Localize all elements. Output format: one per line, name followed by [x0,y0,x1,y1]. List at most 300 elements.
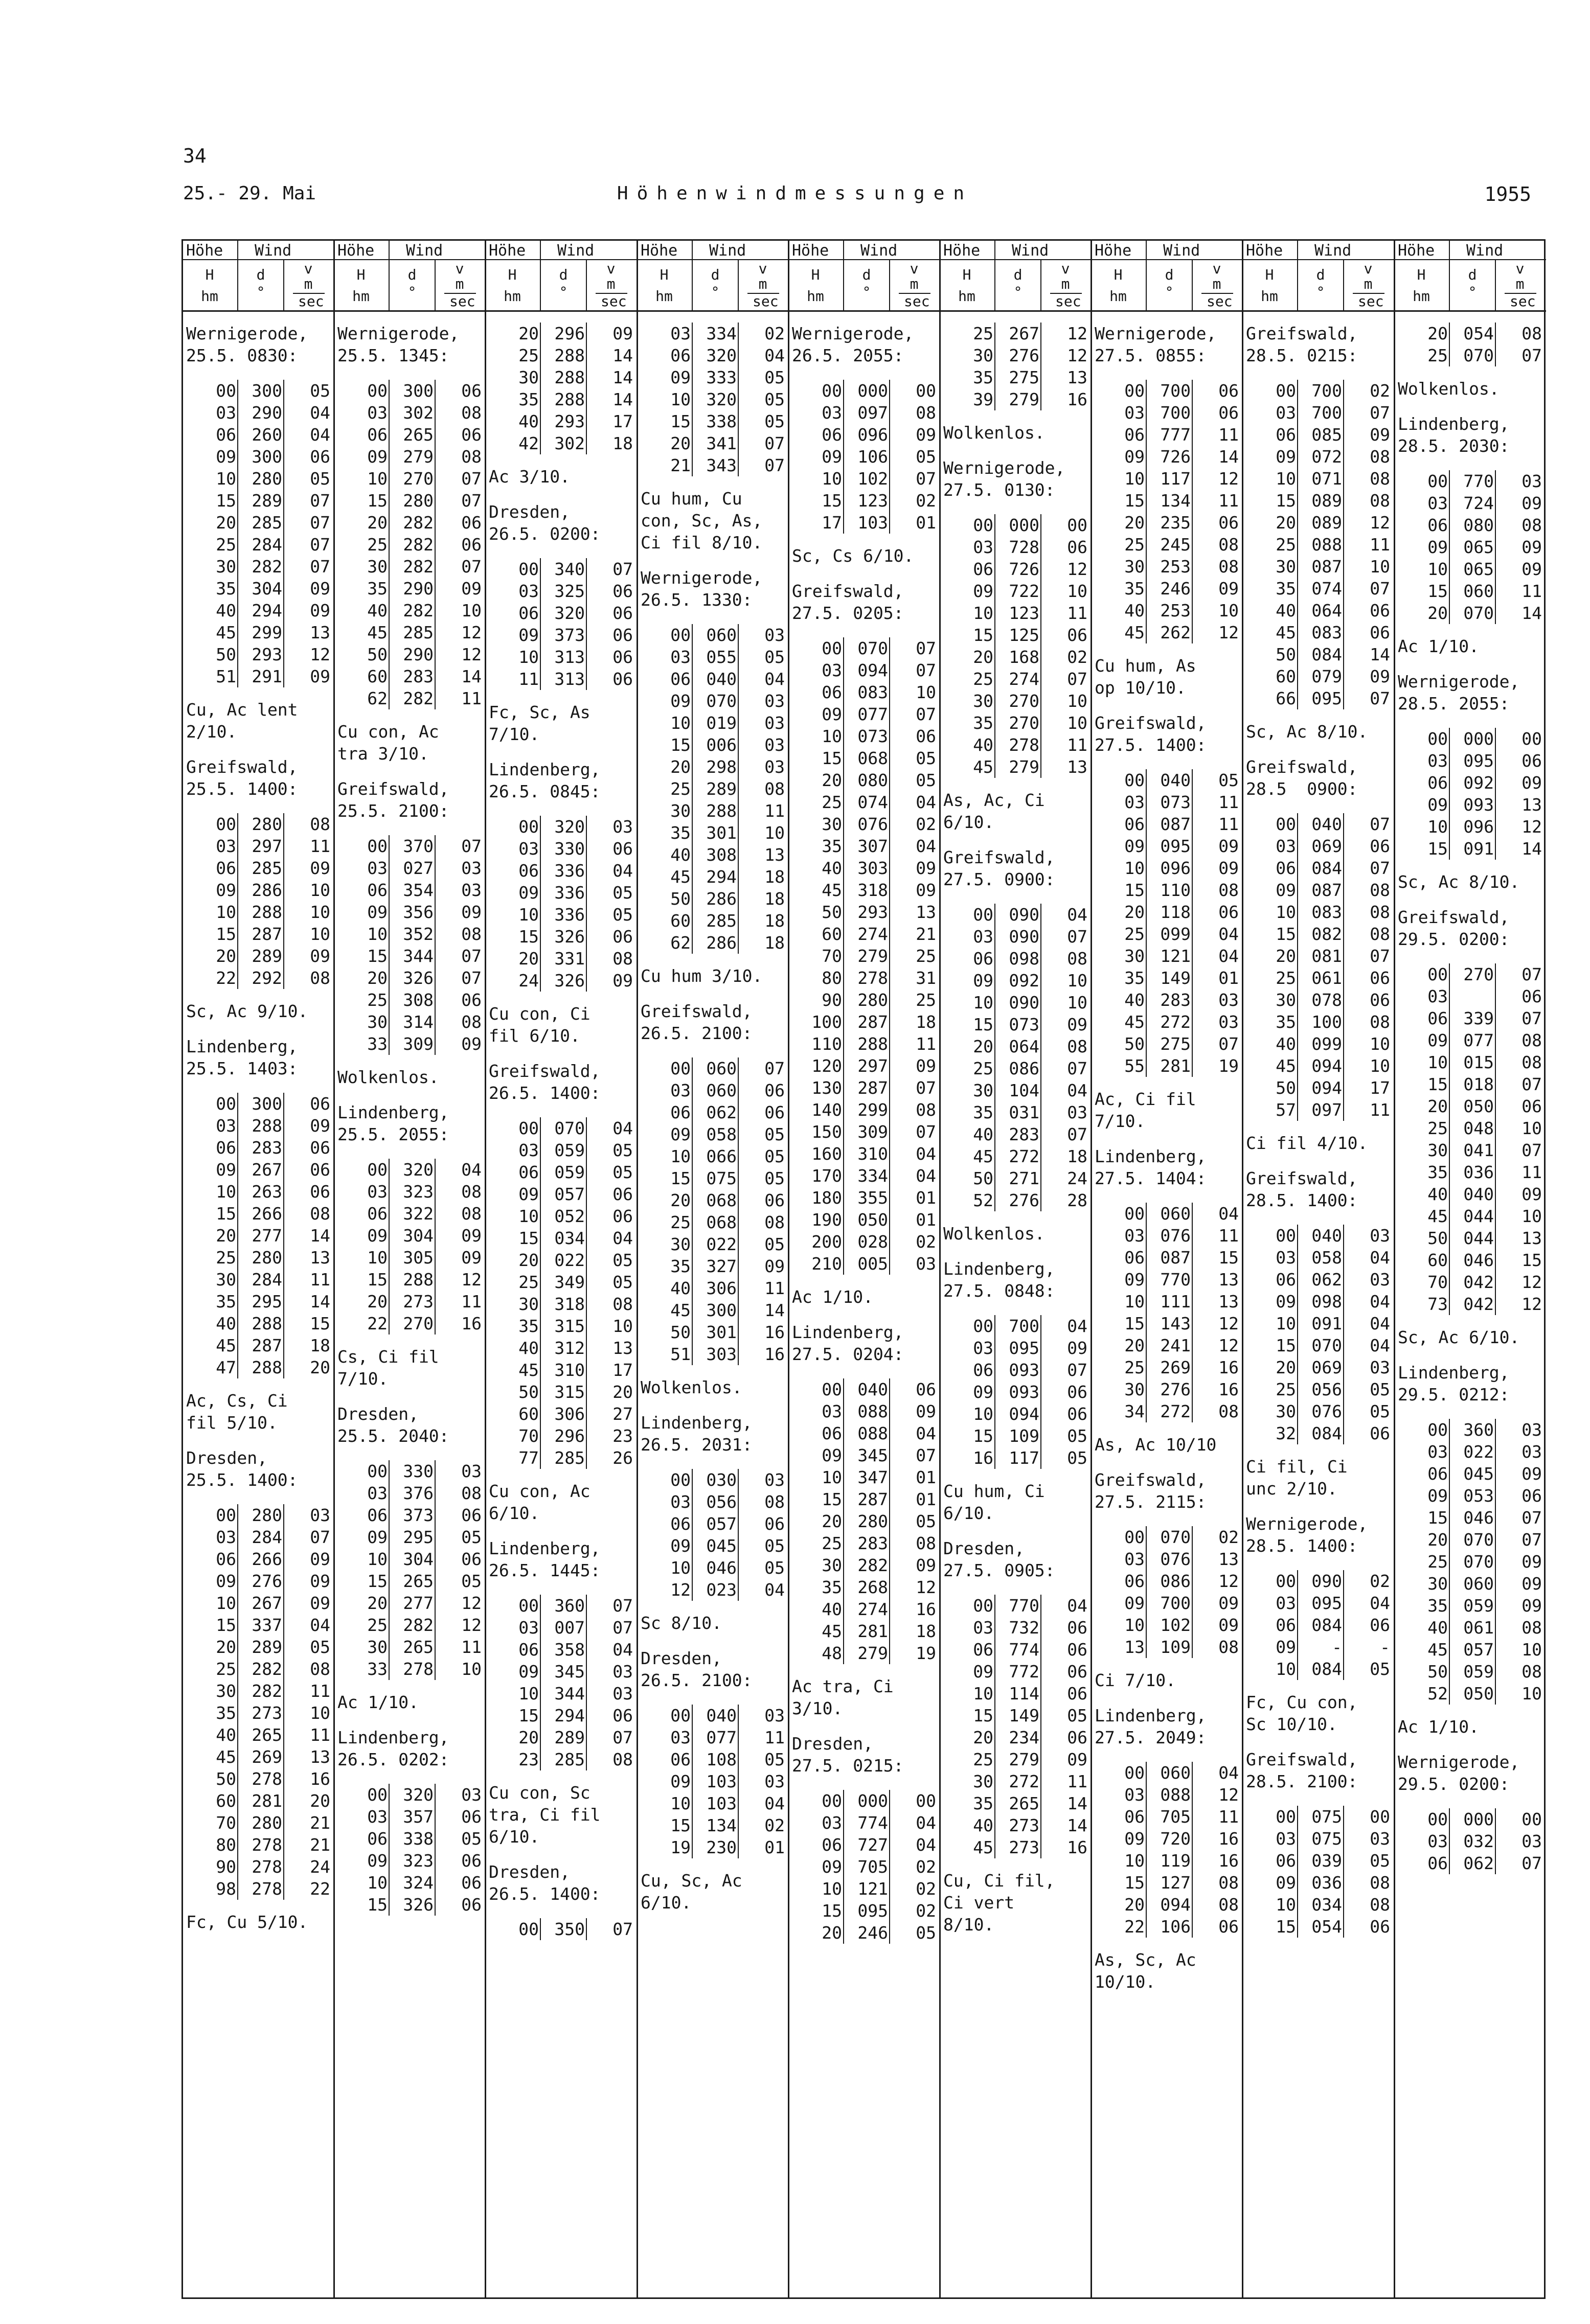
table-row [1092,534,1243,556]
height-cell: 10 [367,1549,388,1569]
cell-divider [389,1225,390,1247]
table-row [183,1878,334,1900]
data-rows [940,323,1092,410]
speed-cell: 06 [612,1706,633,1725]
direction-cell: 315 [554,1316,585,1336]
direction-cell: 083 [1311,902,1342,922]
speed-cell: 21 [916,924,936,944]
header-hoehe: Höhe [792,242,829,260]
direction-cell: 301 [706,1322,737,1342]
speed-cell: 12 [916,1577,936,1597]
cell-divider [1495,1830,1496,1852]
table-row [940,1705,1092,1727]
speed-cell: 15 [310,1314,330,1333]
cell-divider [1449,728,1450,750]
height-cell: 45 [670,1300,691,1320]
height-cell: 25 [1276,535,1296,555]
direction-cell: 373 [554,625,585,645]
height-cell: 22 [216,968,236,988]
height-cell: 10 [518,905,539,925]
height-cell: 00 [518,1596,539,1616]
speed-cell: 13 [764,845,785,865]
height-cell: 62 [670,933,691,953]
speed-cell: 09 [916,425,936,445]
direction-cell: 326 [554,971,585,991]
table-row [1395,1117,1546,1139]
cell-divider [540,624,541,646]
height-cell: 00 [670,625,691,645]
table-row [1395,1852,1546,1874]
speed-cell: 06 [461,1873,482,1893]
station-header: Lindenberg, 26.5. 0202: [337,1728,449,1769]
height-cell: 30 [973,346,993,365]
cell-divider [994,1101,995,1123]
table-row [789,813,940,835]
cell-divider [843,1077,844,1099]
header-hoehe: Höhe [489,242,526,260]
cell-divider [843,769,844,791]
cell-divider [692,1748,693,1770]
cell-divider [1146,1762,1147,1784]
direction-cell: 283 [857,1533,888,1553]
table-row [1092,945,1243,967]
speed-cell: 07 [916,660,936,680]
cell-divider [738,668,739,690]
header-v: v [1515,260,1525,277]
direction-cell: 331 [554,949,585,969]
cell-divider [389,1636,390,1658]
speed-cell: 06 [1370,990,1390,1010]
height-cell: 09 [1276,1873,1296,1893]
direction-cell: 046 [706,1558,737,1578]
direction-cell: 123 [857,491,888,511]
speed-cell: 08 [461,1483,482,1503]
direction-cell: 349 [554,1272,585,1292]
speed-cell: 07 [1370,946,1390,966]
speed-cell: 11 [1067,1771,1087,1791]
height-cell: 50 [1276,1078,1296,1098]
cell-divider [738,1277,739,1299]
cell-divider [435,622,436,643]
speed-cell: 09 [310,1116,330,1136]
speed-cell: 06 [764,1190,785,1210]
direction-cell: 062 [1311,1270,1342,1290]
fraction-bar [747,293,779,294]
table-row [183,1137,334,1159]
station-header: Wernigerode, 26.5. 2055: [792,324,914,365]
cell-divider [843,1598,844,1620]
direction-cell: 296 [554,1426,585,1446]
table-row [940,970,1092,992]
direction-cell: 285 [706,911,737,931]
height-cell: 10 [973,1684,993,1704]
cell-divider [692,1513,693,1535]
speed-cell: 03 [1521,471,1542,491]
cell-divider [540,1249,541,1271]
direction-cell: 069 [1311,1357,1342,1377]
speed-cell: 05 [764,1234,785,1254]
direction-cell: 080 [857,770,888,790]
station-entry [789,1321,940,1718]
table-row [486,1447,637,1469]
cell-divider [889,945,890,967]
height-cell: 10 [367,1248,388,1268]
speed-cell: 01 [916,1210,936,1230]
height-cell: 35 [670,823,691,843]
table-row [940,1814,1092,1836]
direction-cell: 278 [1009,735,1039,755]
station-header: Greifswald, 25.5. 1400: [186,757,298,799]
height-cell: 10 [1276,469,1296,489]
table-row [183,424,334,446]
cell-divider [843,468,844,490]
direction-cell: 726 [1160,447,1191,467]
cell-divider [889,424,890,446]
speed-cell: 04 [1370,1314,1390,1333]
table-row [638,888,789,910]
table-row [638,1792,789,1814]
table-row [940,1315,1092,1337]
height-cell: 30 [822,1555,842,1575]
speed-cell: 05 [764,1146,785,1166]
cloud-note: Ac 3/10. [489,467,570,487]
cell-divider [843,681,844,703]
station-entry [789,323,940,566]
cell-divider [1495,1007,1496,1029]
cell-divider [1297,1916,1298,1938]
cloud-note: Wolkenlos. [943,1224,1045,1244]
height-cell: 00 [1124,381,1145,401]
table-row [789,1576,940,1598]
header-deg: ° [862,284,871,301]
station-header: Wernigerode, 29.5. 0200: [1398,1752,1520,1794]
height-cell: 35 [822,1577,842,1597]
cell-divider [889,380,890,402]
cell-divider [1449,323,1450,344]
header-deg: ° [711,284,720,301]
speed-cell: 06 [1067,1404,1087,1424]
height-cell: 20 [367,968,388,988]
direction-cell: 052 [554,1206,585,1226]
speed-cell: 06 [1218,513,1239,533]
height-cell: 03 [518,839,539,859]
cell-divider [1297,1313,1298,1334]
cell-divider [1297,835,1298,857]
table-row [486,580,637,602]
cell-divider [540,1205,541,1227]
cell-divider [843,791,844,813]
table-row [1092,1400,1243,1422]
cell-divider [435,1636,436,1658]
speed-cell: 06 [461,381,482,401]
cell-divider [889,857,890,879]
height-cell: 03 [1427,1442,1448,1462]
cell-divider [237,1878,238,1900]
table-row [940,580,1092,602]
station-entry [1243,1513,1394,1734]
cell-divider [1192,1313,1193,1334]
direction-cell: 275 [1009,367,1039,387]
direction-cell: 323 [403,1182,434,1202]
cell-divider [843,1532,844,1554]
height-cell: 03 [670,1492,691,1512]
table-row [183,665,334,687]
height-cell: 06 [518,861,539,881]
direction-cell: 058 [1311,1248,1342,1268]
cell-divider [237,1356,238,1378]
table-row [486,1683,637,1705]
cell-divider [994,323,995,344]
cell-divider [1040,1403,1041,1425]
direction-cell: 046 [1463,1250,1494,1270]
direction-cell: 322 [403,1204,434,1224]
table-row [1395,816,1546,838]
direction-cell: 084 [1311,645,1342,664]
direction-cell: 044 [1463,1228,1494,1248]
cell-divider [283,1137,284,1159]
table-row [1395,536,1546,558]
cloud-note: Wolkenlos. [337,1067,439,1087]
table-row [789,901,940,923]
table-row [1243,1313,1394,1334]
speed-cell: 07 [1521,1008,1542,1028]
direction-cell: 059 [554,1140,585,1160]
station-header: Dresden, 25.5. 1400: [186,1448,298,1490]
table-row [1395,1139,1546,1161]
cell-divider [586,323,587,344]
height-cell: 30 [973,691,993,711]
speed-cell: 08 [1370,1895,1390,1915]
direction-cell: 300 [252,381,282,401]
direction-cell: 705 [857,1857,888,1877]
speed-cell: 07 [916,704,936,724]
cell-divider [1192,1225,1193,1247]
header-divider [889,259,890,310]
data-rows [334,380,486,709]
cell-divider [1192,512,1193,534]
table-row [486,1705,637,1727]
speed-cell: 06 [461,990,482,1010]
cell-divider [889,512,890,534]
cell-divider [1449,602,1450,624]
header-v: v [455,260,464,277]
speed-cell: 02 [916,814,936,834]
height-cell: 15 [973,625,993,645]
cell-divider [586,1595,587,1617]
header-divider [1343,259,1344,310]
cell-divider [283,534,284,556]
cloud-note: Cu, Ci fil, Ci vert 8/10. [943,1871,1055,1935]
speed-cell: 09 [1067,1338,1087,1358]
cell-divider [586,646,587,668]
cell-divider [237,1203,238,1225]
header-m: m [1364,275,1373,292]
table-row [638,866,789,888]
cell-divider [889,1422,890,1444]
fraction-bar [596,293,627,294]
cell-divider [435,380,436,402]
speed-cell: 05 [612,905,633,925]
cloud-note: Cu con, Ci fil 6/10. [489,1004,590,1046]
height-cell: 40 [216,601,236,620]
station-header: Lindenberg, 26.5. 0845: [489,760,601,801]
direction-cell: 265 [1009,1793,1039,1813]
table-row [1243,1658,1394,1680]
height-cell: 09 [1427,795,1448,815]
speed-cell: 12 [1218,1336,1239,1355]
speed-cell: 10 [916,682,936,702]
speed-cell: 08 [1067,949,1087,969]
table-row [334,923,486,945]
header-v: v [1364,260,1373,277]
table-row [789,1099,940,1121]
cell-divider [843,879,844,901]
table-row [638,1277,789,1299]
cell-divider [237,1137,238,1159]
speed-cell: 09 [916,1555,936,1575]
header-m: m [606,275,616,292]
cell-divider [1146,1636,1147,1658]
cell-divider [540,1727,541,1748]
height-cell: 10 [1124,1851,1145,1871]
height-cell: 06 [670,669,691,689]
speed-cell: 00 [916,1791,936,1811]
cell-divider [843,1620,844,1642]
height-cell: 03 [670,647,691,667]
table-row [183,1658,334,1680]
direction-cell: 095 [1311,688,1342,708]
cell-divider [1297,1592,1298,1614]
cell-divider [738,1079,739,1101]
cell-divider [889,1378,890,1400]
table-row [183,490,334,512]
cell-divider [1495,1852,1496,1874]
header-divider [586,259,587,310]
direction-cell: 060 [1463,1574,1494,1594]
cell-divider [843,380,844,402]
speed-cell: 05 [916,770,936,790]
cloud-note: Sc 8/10. [641,1613,722,1633]
cell-divider [889,1576,890,1598]
cell-divider [692,323,693,344]
header-units-row [334,259,486,312]
height-cell: 00 [216,381,236,401]
height-cell: 40 [367,601,388,620]
table-row [940,536,1092,558]
cell-divider [738,1836,739,1858]
speed-cell: 06 [1067,1728,1087,1747]
cell-divider [389,901,390,923]
height-cell: 45 [973,757,993,777]
table-row [638,1491,789,1513]
direction-cell: 273 [403,1292,434,1311]
speed-cell: 07 [310,491,330,511]
height-cell: 09 [822,1857,842,1877]
direction-cell: 062 [1463,1853,1494,1873]
direction-cell: 341 [706,433,737,453]
direction-cell: 087 [1160,1248,1191,1268]
cell-divider [1449,470,1450,492]
cell-divider [1040,1057,1041,1079]
cell-divider [283,380,284,402]
height-cell: 03 [1276,1593,1296,1613]
table-row [638,1189,789,1211]
direction-cell: 320 [554,603,585,623]
speed-cell: 04 [1370,1336,1390,1355]
height-cell: 00 [518,1118,539,1138]
table-row [183,1269,334,1291]
speed-cell: 05 [764,411,785,431]
fraction-bar [1050,293,1082,294]
height-cell: 15 [518,1228,539,1248]
direction-cell: 234 [1009,1728,1039,1747]
speed-cell: 14 [612,367,633,387]
cell-divider [540,1447,541,1469]
table-row [638,1469,789,1491]
cell-divider [1495,1463,1496,1485]
direction-cell: 270 [403,1314,434,1333]
direction-cell: 345 [857,1445,888,1465]
direction-cell: 276 [1009,1190,1039,1210]
cell-divider [692,1123,693,1145]
speed-cell: 05 [461,1571,482,1591]
direction-cell: 304 [252,579,282,599]
cell-divider [994,366,995,388]
table-row [940,624,1092,646]
direction-cell: 307 [857,836,888,856]
speed-cell: 02 [764,324,785,343]
direction-cell: 320 [706,389,737,409]
height-cell: 51 [670,1344,691,1364]
height-cell: 09 [822,1445,842,1465]
speed-cell: 03 [612,1662,633,1682]
table-row [1395,1205,1546,1227]
station-header: Wernigerode, 25.5. 0830: [186,324,308,365]
cell-divider [1449,1183,1450,1205]
height-cell: 03 [1124,1549,1145,1569]
data-rows [334,1784,486,1916]
cell-divider [692,1255,693,1277]
height-cell: 66 [1276,688,1296,708]
height-cell: 10 [1124,469,1145,489]
cell-divider [994,1057,995,1079]
cell-divider [435,1291,436,1313]
direction-cell: 000 [1463,1809,1494,1829]
cell-divider [435,1460,436,1482]
direction-cell: 267 [1009,324,1039,343]
direction-cell: 355 [857,1188,888,1208]
table-row [1243,468,1394,490]
height-cell: 35 [670,1256,691,1276]
cell-divider [1297,901,1298,923]
height-cell: 20 [1276,513,1296,533]
height-cell: 03 [518,1618,539,1638]
table-row [1395,344,1546,366]
table-row [1243,1872,1394,1894]
speed-cell: 08 [764,1492,785,1512]
speed-cell: 09 [310,1593,330,1613]
speed-cell: 08 [461,924,482,944]
speed-cell: 16 [1218,1379,1239,1399]
column-body [1092,310,1243,2297]
cell-divider [540,1661,541,1683]
speed-cell: 08 [1370,924,1390,944]
cell-divider [889,1598,890,1620]
header-wind: Wind [709,242,746,260]
table-row [183,923,334,945]
table-row [789,1598,940,1620]
table-row [1092,1055,1243,1077]
